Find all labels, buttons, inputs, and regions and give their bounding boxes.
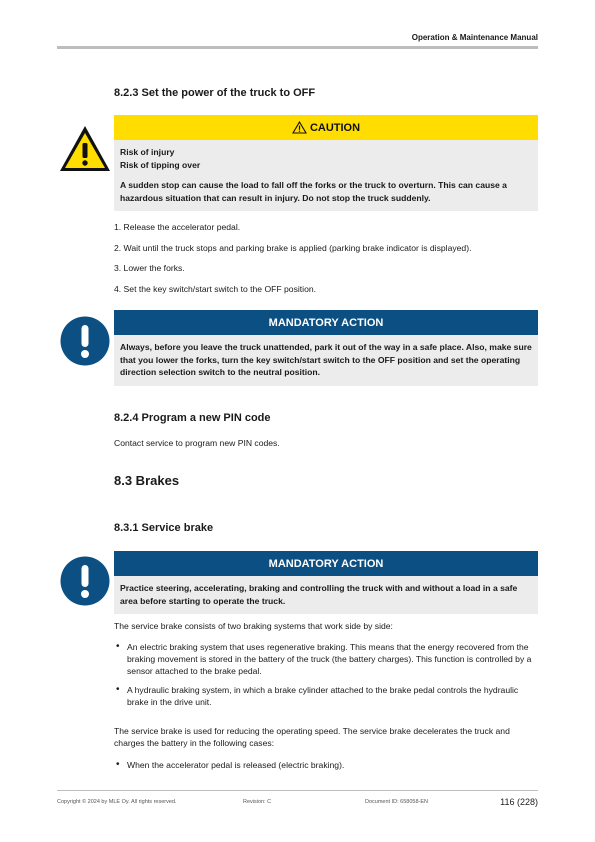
footer-divider: [57, 790, 538, 791]
mandatory-body: [114, 576, 538, 614]
section-heading-8-3: 8.3 Brakes: [114, 473, 180, 488]
header-divider: [57, 46, 538, 49]
caution-small-icon: [292, 121, 307, 134]
braking-systems-list: [114, 641, 534, 715]
mandatory-action-box: [114, 310, 538, 386]
mandatory-text: Always, before you leave the truck unattended, park it out of the way in a safe place. Also, make sure that you lower the forks, turn the key switch/start switch to the OFF position and set the operating direction selection switch to the neutral position.: [120, 342, 532, 377]
service-brake-usage: The service brake is used for reducing the operating speed. The service brake decelerates the truck and charges the battery in the following cases:: [114, 726, 510, 748]
step-item: 2. Wait until the truck stops and parking brake is applied (parking brake indicator is displayed).: [114, 242, 472, 253]
footer-revision: Revision: C: [243, 799, 272, 805]
mandatory-label: MANDATORY ACTION: [268, 316, 384, 329]
section-heading-8-2-4: 8.2.4 Program a new PIN code: [114, 412, 271, 424]
mandatory-action-box: [114, 551, 538, 614]
caution-body: [114, 140, 538, 211]
mandatory-header: [114, 310, 538, 335]
caution-header: [114, 115, 538, 140]
section-heading-8-2-3: 8.2.3 Set the power of the truck to OFF: [114, 87, 316, 99]
step-item: 1. Release the accelerator pedal.: [114, 222, 241, 232]
warning-triangle-icon: [58, 124, 112, 174]
pin-code-text: Contact service to program new PIN codes.: [114, 438, 280, 448]
manual-title: Operation & Maintenance Manual: [411, 33, 538, 42]
list-item: • When the accelerator pedal is released (electric braking).: [114, 759, 534, 771]
mandatory-header: [114, 551, 538, 576]
section-heading-8-3-1: 8.3.1 Service brake: [114, 522, 214, 534]
mandatory-body: [114, 335, 538, 386]
mandatory-exclamation-icon: [60, 556, 110, 606]
mandatory-exclamation-icon: [60, 316, 110, 366]
page-number: 116 (228): [500, 797, 538, 807]
caution-risk-tipping: Risk of tipping over: [120, 159, 201, 170]
list-item: • A hydraulic braking system, in which a brake cylinder attached to the brake pedal controls the hydraulic brake in the drive unit.: [114, 684, 534, 708]
caution-box: [114, 115, 538, 211]
mandatory-label: MANDATORY ACTION: [268, 557, 384, 570]
list-item: • An electric braking system that uses regenerative braking. This means that the energy recovered from the braking movement is stored in the battery of the truck (the battery charges). This function is controlled by a sensor attached to the brake pedal.: [114, 641, 534, 677]
footer-document-id: Document ID: 658058-EN: [365, 799, 428, 805]
caution-risk-injury: Risk of injury: [120, 147, 175, 157]
caution-text: A sudden stop can cause the load to fall off the forks or the truck to overturn. This can cause a hazardous situation that can result in injury. Do not stop the truck suddenly.: [120, 180, 507, 203]
caution-label: CAUTION: [309, 121, 361, 134]
footer-copyright: Copyright © 2024 by MLE Oy. All rights reserved.: [57, 799, 177, 805]
step-item: 4. Set the key switch/start switch to the OFF position.: [114, 283, 317, 294]
power-off-steps: [114, 222, 545, 304]
mandatory-text: Practice steering, accelerating, braking and controlling the truck with and without a load in a safe area before starting to operate the truck.: [120, 583, 518, 606]
braking-cases-list: [114, 759, 534, 778]
service-brake-intro: The service brake consists of two braking systems that work side by side:: [114, 621, 393, 631]
step-item: 3. Lower the forks.: [114, 263, 185, 273]
